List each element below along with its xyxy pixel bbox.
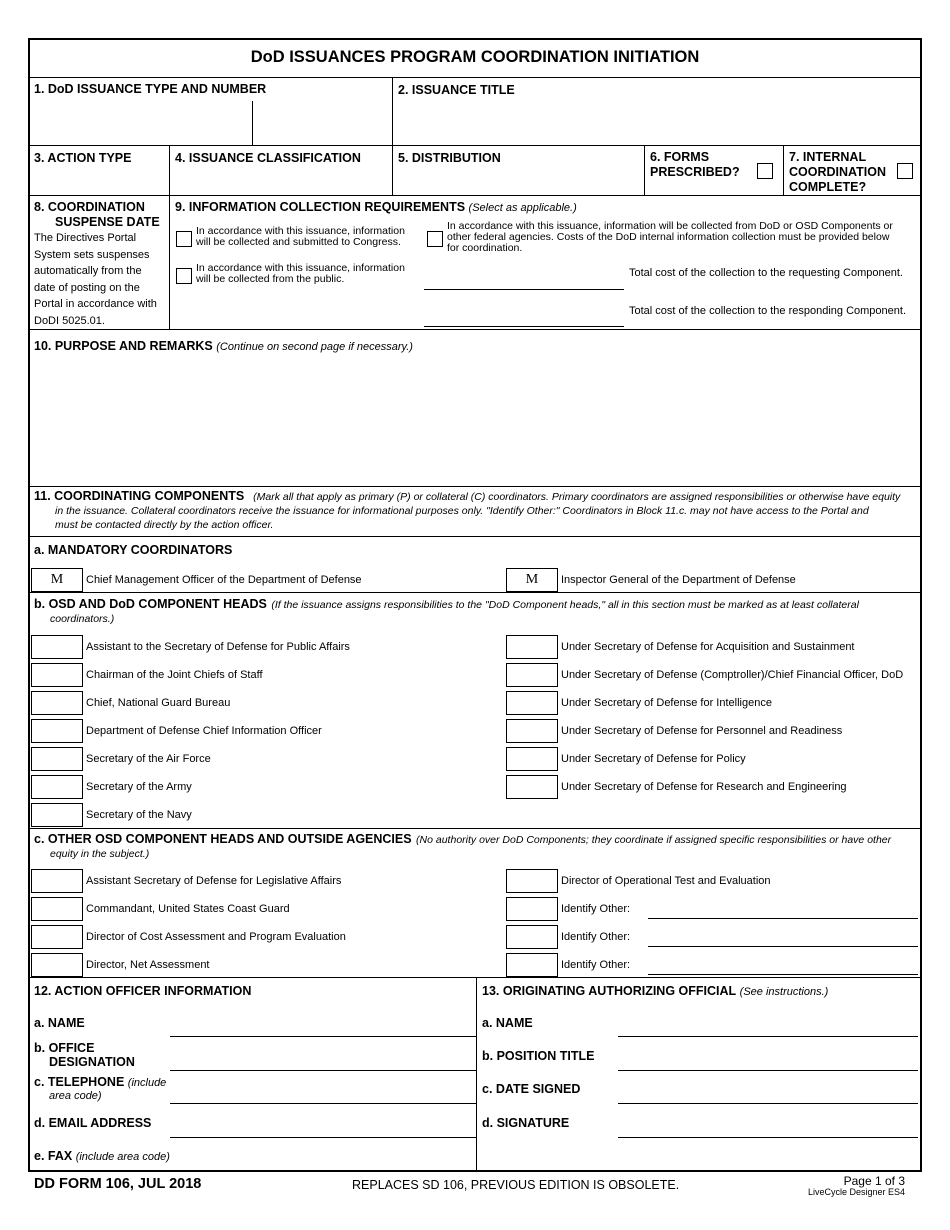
identify-other-label: Identify Other: [561, 931, 631, 943]
coordinator-name: Director of Cost Assessment and Program Evaluation [86, 931, 346, 943]
coordinator-mark-box[interactable] [506, 775, 558, 799]
block8-label: 8. COORDINATION SUSPENSE DATE [34, 200, 160, 229]
coordinator-name: Department of Defense Chief Information Officer [86, 725, 322, 737]
block8-text: The Directives Portal System sets suspenses automatically from the date of posting on the Portal in accordance with DoDI 5025.01. [34, 232, 157, 327]
requesting-cost-label: Total cost of the collection to the requesting Component. [629, 267, 903, 279]
block1-label: 1. DoD ISSUANCE TYPE AND NUMBER [34, 82, 267, 96]
form-title: DoD ISSUANCES PROGRAM COORDINATION INITIATION [250, 48, 700, 66]
coordinator-mark-box[interactable] [31, 925, 83, 949]
coordinator-name: Under Secretary of Defense for Acquisition and Sustainment [561, 641, 855, 653]
block12-label: 12. ACTION OFFICER INFORMATION [34, 984, 252, 998]
collect-public-checkbox[interactable] [176, 268, 192, 284]
coordinator-mark-box[interactable] [31, 953, 83, 977]
coordinator-mark-box[interactable] [31, 691, 83, 715]
forms-prescribed-checkbox[interactable] [757, 163, 773, 179]
coordinator-mark-box[interactable] [31, 719, 83, 743]
purpose-remarks-field[interactable] [34, 358, 914, 484]
block11-label: 11. COORDINATING COMPONENTS (Mark all that apply as primary (P) or collateral (C) coordinators. Primary coordinators are assigned responsibilities or otherwise have equity in the issuance. Collateral coordinators receive the issuance for informational purposes only. "Identify Other:" Coordinators in Block 11.c. may not have access to the Portal and must be contacted directly by the action officer. [34, 489, 901, 531]
block5-label: 5. DISTRIBUTION [398, 151, 501, 165]
other-heads-label: c. OTHER OSD COMPONENT HEADS AND OUTSIDE AGENCIES (No authority over DoD Components; they coordinate if assigned specific responsibilities or have other equity in the subject.) [34, 832, 892, 860]
collect-congress-label: In accordance with this issuance, information will be collected and submitted to Congress. [196, 225, 405, 248]
coordinator-mark-box[interactable] [31, 775, 83, 799]
coordinator-name: Secretary of the Navy [86, 809, 192, 821]
divider [30, 77, 920, 78]
coordinator-name: Under Secretary of Defense for Policy [561, 753, 746, 765]
coordinator-name: Secretary of the Air Force [86, 753, 211, 765]
coordinator-name: Director of Operational Test and Evaluation [561, 875, 771, 887]
coordinator-mark-box[interactable] [506, 691, 558, 715]
official-signature-field[interactable] [618, 1137, 918, 1138]
collect-internal-label: In accordance with this issuance, information will be collected from DoD or OSD Components or other federal agencies. Costs of the DoD internal information collection must be provided below for coordination. [447, 220, 893, 254]
coordinator-mark-box[interactable] [506, 897, 558, 921]
official-name-label: a. NAME [482, 1016, 533, 1030]
coordinator-name: Under Secretary of Defense for Personnel and Readiness [561, 725, 843, 737]
coordinator-mark-box[interactable] [506, 953, 558, 977]
official-position-label: b. POSITION TITLE [482, 1049, 595, 1063]
issuance-type-field[interactable] [32, 101, 250, 145]
coordinator-mark-box[interactable] [31, 663, 83, 687]
mandatory-coordinators-label: a. MANDATORY COORDINATORS [34, 543, 233, 557]
page-info [760, 1175, 905, 1197]
ao-name-label: a. NAME [34, 1016, 85, 1030]
official-date-label: c. DATE SIGNED [482, 1082, 581, 1096]
identify-other-label: Identify Other: [561, 959, 631, 971]
form-id: DD FORM 106, JUL 2018 [34, 1176, 202, 1192]
block10-label: 10. PURPOSE AND REMARKS (Continue on second page if necessary.) [34, 339, 413, 353]
mandatory-mark-box: M [506, 568, 558, 592]
block6-label: 6. FORMS PRESCRIBED? [650, 150, 740, 179]
coordinator-mark-box[interactable] [506, 719, 558, 743]
coordinator-mark-box[interactable] [31, 897, 83, 921]
coordinator-mark-box[interactable] [31, 803, 83, 827]
block9-label: 9. INFORMATION COLLECTION REQUIREMENTS (Select as applicable.) [175, 200, 577, 214]
ao-fax-label: e. FAX (include area code) [34, 1149, 170, 1163]
responding-cost-label: Total cost of the collection to the responding Component. [629, 305, 907, 317]
coordinator-name: Chairman of the Joint Chiefs of Staff [86, 669, 263, 681]
identify-other-field[interactable] [648, 918, 918, 919]
osd-heads-label: b. OSD AND DoD COMPONENT HEADS (If the issuance assigns responsibilities to the "DoD Component heads," all in this section must be marked as at least collateral coordinators.) [34, 597, 859, 625]
internal-coordination-checkbox[interactable] [897, 163, 913, 179]
block2-label: 2. ISSUANCE TITLE [398, 83, 515, 97]
coordinator-name: Assistant Secretary of Defense for Legislative Affairs [86, 875, 342, 887]
coordinator-name: Under Secretary of Defense (Comptroller)/Chief Financial Officer, DoD [561, 669, 904, 681]
coordinator-name: Under Secretary of Defense for Research and Engineering [561, 781, 847, 793]
official-date-field[interactable] [618, 1103, 918, 1104]
block3-label: 3. ACTION TYPE [34, 151, 132, 165]
coordinator-name: Secretary of the Army [86, 781, 192, 793]
issuance-title-field[interactable] [396, 100, 916, 142]
coordinator-name: Commandant, United States Coast Guard [86, 903, 290, 915]
collect-public-label: In accordance with this issuance, information will be collected from the public. [196, 262, 405, 285]
ao-phone-field[interactable] [170, 1103, 476, 1104]
ao-office-field[interactable] [170, 1070, 476, 1071]
block7-label: 7. INTERNAL COORDINATION COMPLETE? [789, 150, 886, 194]
ao-name-field[interactable] [170, 1036, 476, 1037]
responding-cost-field[interactable] [424, 326, 624, 327]
coordinator-name: Director, Net Assessment [86, 959, 210, 971]
ao-office-label: b. OFFICE DESIGNATION [34, 1041, 135, 1069]
page-number: Page 1 of 3 [843, 1174, 905, 1188]
coordinator-name: Under Secretary of Defense for Intelligence [561, 697, 772, 709]
coordinator-name: Assistant to the Secretary of Defense for Public Affairs [86, 641, 350, 653]
official-position-field[interactable] [618, 1070, 918, 1071]
designer-note: LiveCycle Designer ES4 [807, 1187, 905, 1197]
identify-other-field[interactable] [648, 946, 918, 947]
requesting-cost-field[interactable] [424, 289, 624, 290]
ao-fax-field[interactable] [170, 1170, 476, 1171]
identify-other-field[interactable] [648, 974, 918, 975]
coordinator-mark-box[interactable] [31, 747, 83, 771]
issuance-number-field[interactable] [252, 101, 392, 145]
coordinator-mark-box[interactable] [31, 869, 83, 893]
official-signature-label: d. SIGNATURE [482, 1116, 570, 1130]
coordinator-name: Chief, National Guard Bureau [86, 697, 231, 709]
official-name-field[interactable] [618, 1036, 918, 1037]
coordinator-mark-box[interactable] [506, 635, 558, 659]
coordinator-mark-box[interactable] [506, 663, 558, 687]
mandatory-coordinator: Inspector General of the Department of Defense [561, 574, 796, 586]
collect-internal-checkbox[interactable] [427, 231, 443, 247]
mandatory-coordinator: Chief Management Officer of the Department of Defense [86, 574, 362, 586]
block4-label: 4. ISSUANCE CLASSIFICATION [175, 151, 361, 165]
mandatory-mark-box: M [31, 568, 83, 592]
identify-other-label: Identify Other: [561, 903, 631, 915]
ao-email-label: d. EMAIL ADDRESS [34, 1116, 152, 1130]
coordinator-mark-box[interactable] [506, 869, 558, 893]
coordinator-mark-box[interactable] [506, 925, 558, 949]
collect-congress-checkbox[interactable] [176, 231, 192, 247]
coordinator-mark-box[interactable] [31, 635, 83, 659]
ao-phone-label: c. TELEPHONE (include area code) [34, 1075, 167, 1102]
ao-email-field[interactable] [170, 1137, 476, 1138]
obsolete-notice: REPLACES SD 106, PREVIOUS EDITION IS OBSOLETE. [352, 1178, 680, 1192]
form-container [28, 38, 922, 1172]
coordinator-mark-box[interactable] [506, 747, 558, 771]
block13-label: 13. ORIGINATING AUTHORIZING OFFICIAL (See instructions.) [482, 984, 829, 998]
